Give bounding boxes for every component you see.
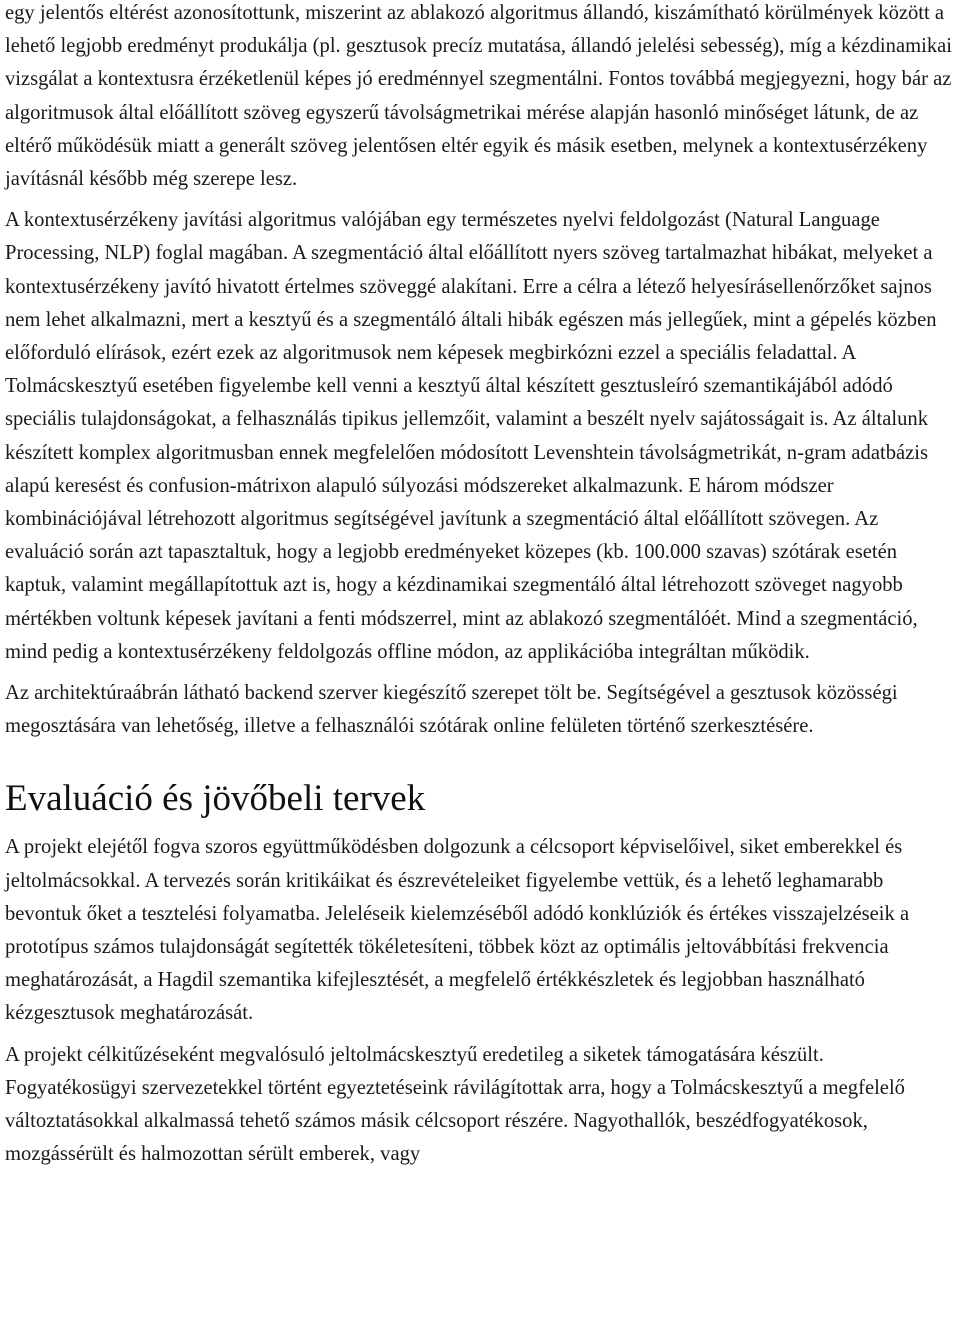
document-page: [5, 0, 955, 1180]
section-heading: Evaluáció és jövőbeli tervek: [5, 778, 426, 820]
paragraph-segmentation-comparison: egy jelentős eltérést azonosítottunk, miszerint az ablakozó algoritmus állandó, kiszámítható körülmények között a lehető legjobb eredményt produkálja (pl. gesztusok precíz mutatása, állandó jelelési sebesség), míg a kézdinamikai vizsgálat a kontextusra érzéketlenül képes jó eredménnyel szegmentálni. Fontos továbbá megjegyezni, hogy bár az algoritmusok által előállított szöveg egyszerű távolságmetrikai mérése alapján hasonló minőséget látunk, de az eltérő működésük miatt a generált szöveg jelentősen eltér egyik és másik esetben, melynek a kontextusérzékeny javításnál később még szerepe lesz.: [5, 2, 952, 191]
paragraph-target-groups: A projekt célkitűzéseként megvalósuló jeltolmácskesztyű eredetileg a siketek támogatására készült. Fogyatékosügyi szervezetekkel történt egyeztetéseink rávilágítottak arra, hogy a Tolmácskesztyű a megfelelő változtatásokkal alkalmassá tehető számos másik célcsoport részére. Nagyothallók, beszédfogyatékosok, mozgássérült és halmozottan sérült emberek, vagy: [5, 1043, 905, 1166]
paragraph-context-correction: A kontextusérzékeny javítási algoritmus valójában egy természetes nyelvi feldolgozást (Natural Language Processing, NLP) foglal magában. A szegmentáció által előállított nyers szöveg tartalmazhat hibákat, melyeket a kontextusérzékeny javító hivatott értelmes szöveggé alakítani. Erre a célra a létező helyesírásellenőrzőket sajnos nem lehet alkalmazni, mert a kesztyű és a szegmentáló általi hibák egészen más jellegűek, mint a gépelés közben előforduló elírások, ezért ezek az algoritmusok nem képesek megbirkózni ezzel a speciális feladattal. A Tolmácskesztyű esetében figyelembe kell venni a kesztyű által készített gesztusleíró szemantikájából adódó speciális tulajdonságokat, a felhasználás tipikus jellemzőit, valamint a beszélt nyelv sajátosságait is. Az általunk készített komplex algoritmusban ennek megfelelően módosított Levenshtein távolságmetrikát, n-gram adatbázis alapú keresést és confusion-mátrixon alapuló súlyozási módszereket alkalmazunk. E három módszer kombinációjával létrehozott algoritmus segítségével javítunk a szegmentáció által előállított szövegen. Az evaluáció során azt tapasztaltuk, hogy a legjobb eredményeket közepes (kb. 100.000 szavas) szótárak esetén kaptuk, valamint megállapítottuk azt is, hogy a kézdinamikai szegmentáló által létrehozott szöveget nagyobb mértékben voltunk képesek javítani a fenti módszerrel, mint az ablakozó szegmentálóét. Mind a szegmentáció, mind pedig a kontextusérzékeny feldolgozás offline módon, az applikációba integráltan működik.: [5, 209, 937, 663]
paragraph-backend-server: Az architektúraábrán látható backend szerver kiegészítő szerepet tölt be. Segítségével a gesztusok közösségi megosztására van lehetőség, illetve a felhasználói szótárak online felületen történő szerkesztésére.: [5, 682, 898, 738]
paragraph-evaluation: A projekt elejétől fogva szoros együttműködésben dolgozunk a célcsoport képviselőivel, siket emberekkel és jeltolmácsokkal. A tervezés során kritikáikat és észrevételeiket figyelembe vettük, és a lehető leghamarabb bevontuk őket a tesztelési folyamatba. Jeleléseik kielemzéséből adódó konklúziók és értékes visszajelzéseik a prototípus számos tulajdonságát segítették tökéletesíteni, többek közt az optimális jeltovábbítási frekvencia meghatározását, a Hagdil szemantika kifejlesztését, a megfelelő értékkészletek és legjobban használható kézgesztusok meghatározását.: [5, 836, 910, 1025]
